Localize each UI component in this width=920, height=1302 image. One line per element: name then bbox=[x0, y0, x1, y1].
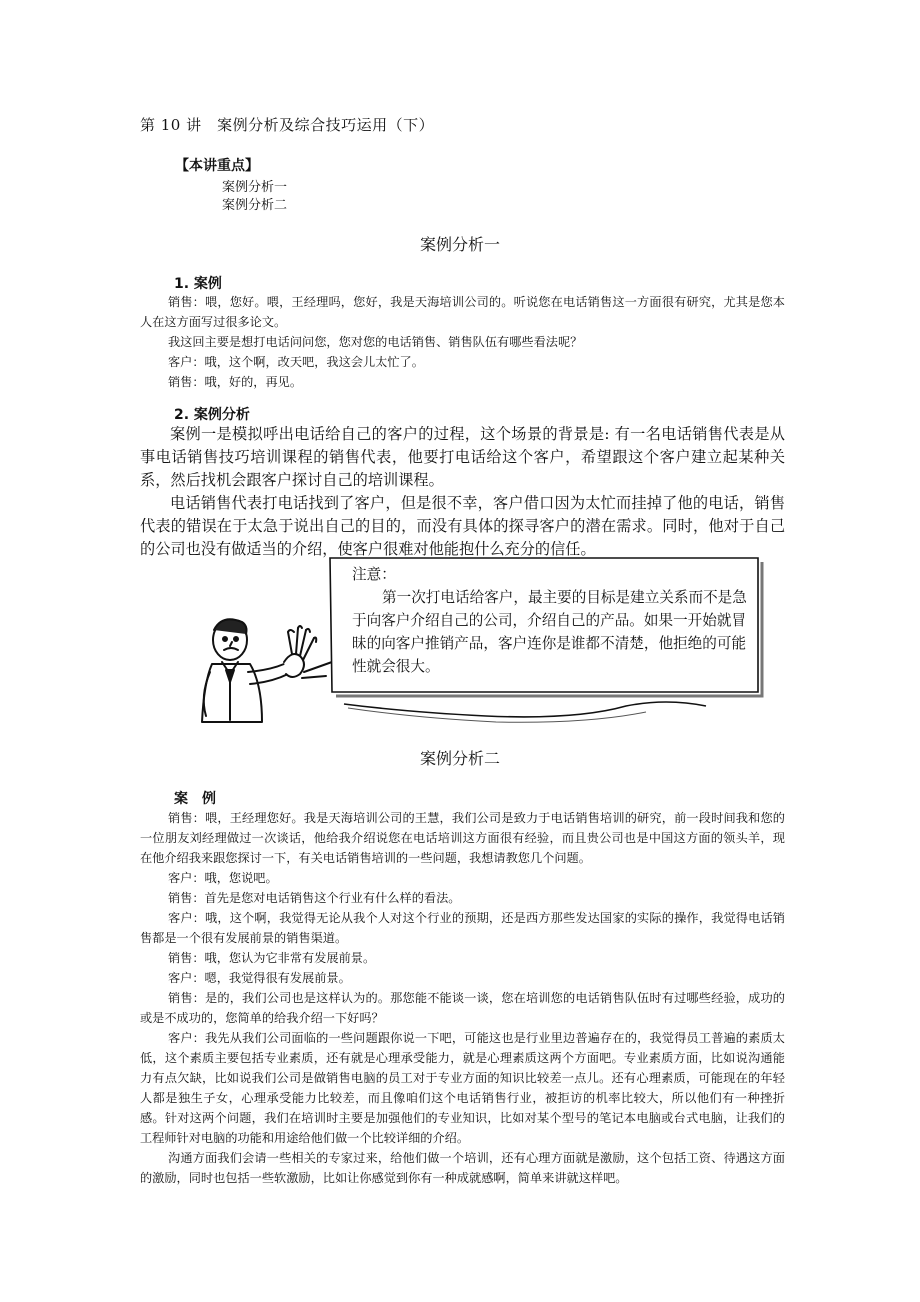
lecture-title: 第 10 讲 案例分析及综合技巧运用（下） bbox=[140, 116, 435, 134]
case2-dialogue-line-5: 销售：哦，您认为它非常有发展前景。 bbox=[168, 951, 376, 965]
case1-dialogue bbox=[140, 292, 785, 392]
case1-analysis-heading: 2. 案例分析 bbox=[174, 407, 250, 423]
case2-dialogue-line-1: 销售：喂，王经理您好。我是天海培训公司的王慧，我们公司是致力于电话销售培训的研究，前一段时间我和您的一位朋友刘经理做过一次谈话，他给我介绍说您在电话培训这方面很有经验，而且贵公司也是中国这方面的领头羊，现在他介绍我来跟您探讨一下，有关电话销售培训的一些问题，我想请教您几个问题。 bbox=[140, 811, 785, 865]
case1-case-heading: 1. 案例 bbox=[174, 276, 222, 292]
case2-dialogue-line-4: 客户：哦，这个啊，我觉得无论从我个人对这个行业的预期，还是西方那些发达国家的实际的操作，我觉得电话销售都是一个很有发展前景的销售渠道。 bbox=[140, 911, 785, 945]
key-points-heading: 【本讲重点】 bbox=[175, 158, 259, 174]
salesman-cartoon-image bbox=[192, 612, 347, 730]
case2-dialogue-line-2: 客户：哦，您说吧。 bbox=[168, 871, 278, 885]
note-text bbox=[352, 563, 748, 678]
case1-analysis-paragraph-1: 案例一是模拟呼出电话给自己的客户的过程，这个场景的背景是: 有一名电话销售代表是从事电话销售技巧培训课程的销售代表，他要打电话给这个客户，希望跟这个客户建立起某种关系，然后找机会跟客户探讨自己的培训课程。 bbox=[140, 425, 785, 489]
case2-dialogue-line-8: 客户：我先从我们公司面临的一些问题跟你说一下吧，可能这也是行业里边普遍存在的，我觉得员工普遍的素质太低，这个素质主要包括专业素质，还有就是心理承受能力，就是心理素质这两个方面吧。专业素质方面，比如说沟通能力有点欠缺，比如说我们公司是做销售电脑的员工对于专业方面的知识比较差一点儿。还有心理素质，可能现在的年轻人都是独生子女，心理承受能力比较差，而且像咱们这个电话销售行业，被拒访的机率比较大，所以他们有一种挫折感。针对这两个问题，我们在培训时主要是加强他们的专业知识，比如对某个型号的笔记本电脑或台式电脑，让我们的工程师针对电脑的功能和用途给他们做一个比较详细的介绍。 bbox=[140, 1031, 785, 1145]
case2-dialogue-line-7: 销售：是的，我们公司也是这样认为的。那您能不能谈一谈，您在培训您的电话销售队伍时有过哪些经验，成功的或是不成功的，您简单的给我介绍一下好吗？ bbox=[140, 991, 785, 1025]
case2-dialogue-line-6: 客户：嗯，我觉得很有发展前景。 bbox=[168, 971, 351, 985]
case1-dialogue-line-3: 客户：哦，这个啊，改天吧，我这会儿太忙了。 bbox=[168, 355, 424, 369]
case2-dialogue-line-3: 销售：首先是您对电话销售这个行业有什么样的看法。 bbox=[168, 891, 461, 905]
case2-dialogue-line-9: 沟通方面我们会请一些相关的专家过来，给他们做一个培训，还有心理方面就是激励，这个包括工资、待遇这方面的激励，同时也包括一些软激励，比如让你感觉到你有一种成就感啊，简单来讲就这样吧。 bbox=[140, 1151, 785, 1185]
case2-case-heading: 案 例 bbox=[174, 791, 216, 807]
key-point-item-2: 案例分析二 bbox=[222, 198, 288, 213]
case1-dialogue-line-2: 我这回主要是想打电话问问您，您对您的电话销售、销售队伍有哪些看法呢？ bbox=[168, 335, 583, 349]
case2-title: 案例分析二 bbox=[419, 749, 500, 768]
case1-dialogue-line-1: 销售：喂，您好。喂，王经理吗，您好，我是天海培训公司的。听说您在电话销售这一方面很有研究，尤其是您本人在这方面写过很多论文。 bbox=[140, 295, 785, 329]
case1-title: 案例分析一 bbox=[419, 235, 500, 254]
case2-dialogue bbox=[140, 808, 785, 1188]
key-point-item-1: 案例分析一 bbox=[222, 180, 288, 195]
note-label: 注意： bbox=[352, 566, 396, 583]
case1-analysis bbox=[140, 423, 785, 561]
case1-dialogue-line-4: 销售：哦，好的，再见。 bbox=[168, 375, 303, 389]
case1-analysis-paragraph-2: 电话销售代表打电话找到了客户，但是很不幸，客户借口因为太忙而挂掉了他的电话，销售代表的错误在于太急于说出自己的目的，而没有具体的探寻客户的潜在需求。同时，他对于自己的公司也没有做适当的介绍，使客户很难对他能抱什么充分的信任。 bbox=[140, 494, 785, 558]
note-body: 第一次打电话给客户，最主要的目标是建立关系而不是急于向客户介绍自己的公司，介绍自己的产品。如果一开始就冒昧的向客户推销产品，客户连你是谁都不清楚，他拒绝的可能性就会很大。 bbox=[352, 589, 747, 675]
